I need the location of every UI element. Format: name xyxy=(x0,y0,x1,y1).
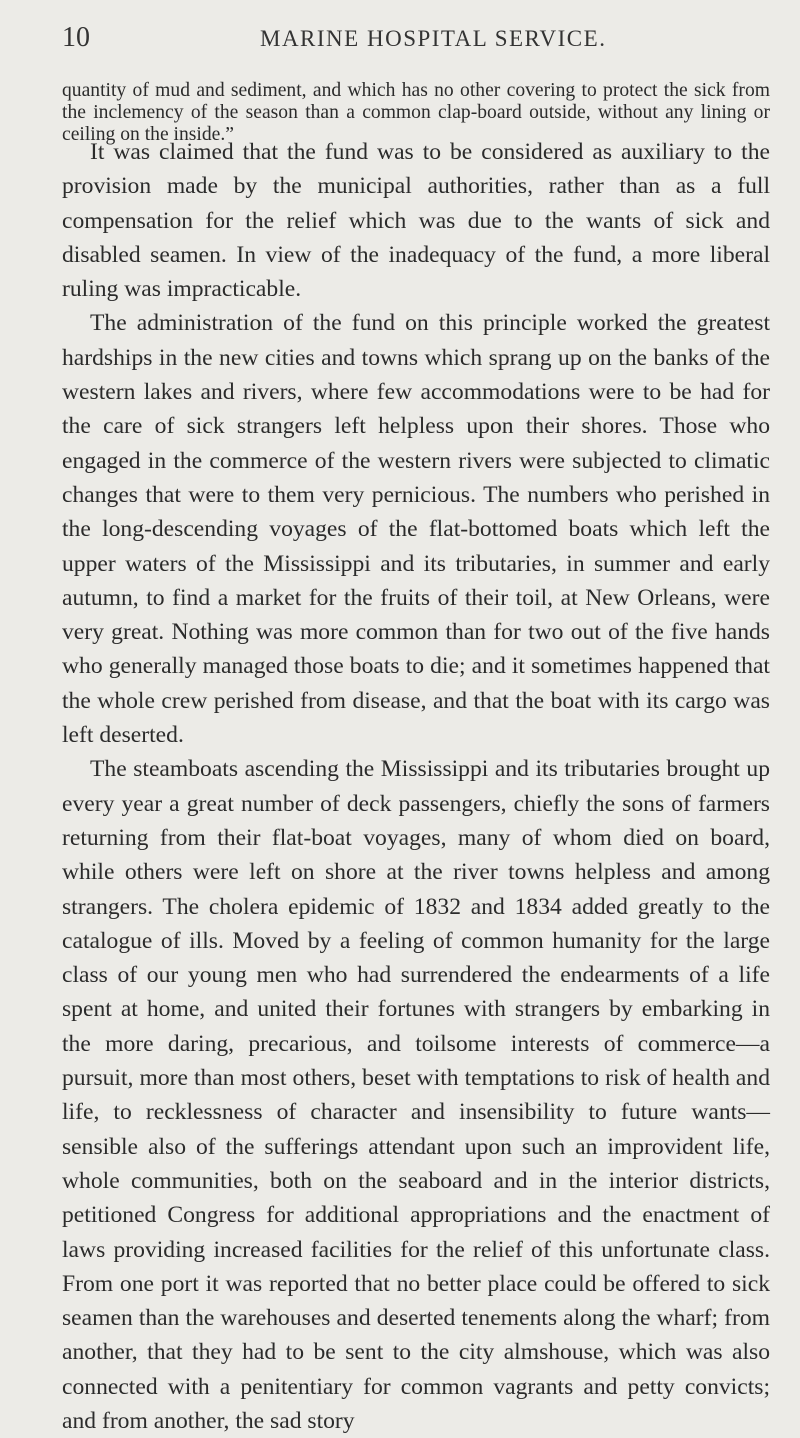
quote-continuation: quantity of mud and sediment, and which has no other covering to protect the sick from the inclemency of the season than a common clap-board outside, without any lining or ceiling on the inside.” xyxy=(62,80,770,145)
paragraph: The administration of the fund on this principle worked the greatest hardships in the new cities and towns which sprang up on the banks of the western lakes and rivers, where few accommodations were to be had for the care of sick strangers left helpless upon their shores. Those who engaged in the commerce of the western rivers were subjected to climatic changes that were to them very pernicious. The numbers who perished in the long-descending voyages of the flat-bottomed boats which left the upper waters of the Mississippi and its tributaries, in summer and early autumn, to find a market for the fruits of their toil, at New Orleans, were very great. Nothing was more common than for two out of the five hands who generally managed those boats to die; and it sometimes happened that the whole crew perished from disease, and that the boat with its cargo was left deserted. xyxy=(62,310,770,749)
paragraph: It was claimed that the fund was to be considered as auxiliary to the provision made by the municipal authorities, rather than as a full compensation for the relief which was due to the wants of sick and disabled seamen. In view of the inadequacy of the fund, a more liberal ruling was impracticable. xyxy=(62,139,770,303)
page-number: 10 xyxy=(62,22,90,53)
paragraph: The steamboats ascending the Mississippi and its tributaries brought up every year a great number of deck passengers, chiefly the sons of farmers returning from their flat-boat voyages, many of whom died on board, while others were left on shore at the river towns helpless and among strangers. The cholera epidemic of 1832 and 1834 added greatly to the catalogue of ills. Moved by a feeling of common humanity for the large class of our young men who had surrendered the endearments of a life spent at home, and united their fortunes with strangers by embarking in the more daring, precarious, and toilsome interests of commerce—a pursuit, more than most others, beset with temptations to risk of health and life, to recklessness of character and insensibility to future wants—sensible also of the sufferings attendant upon such an improvident life, whole communities, both on the seaboard and in the interior districts, petitioned Congress for additional appropriations and the enactment of laws providing increased facilities for the relief of this unfortunate class. From one port it was reported that no better place could be offered to sick seamen than the warehouses and deserted tenements along the wharf; from another, that they had to be sent to the city almshouse, which was also connected with a penitentiary for common vagrants and petty convicts; and from another, the sad story xyxy=(62,756,770,1434)
body-text xyxy=(62,135,770,1438)
running-title: MARINE HOSPITAL SERVICE. xyxy=(260,26,607,51)
page-header xyxy=(62,22,767,62)
